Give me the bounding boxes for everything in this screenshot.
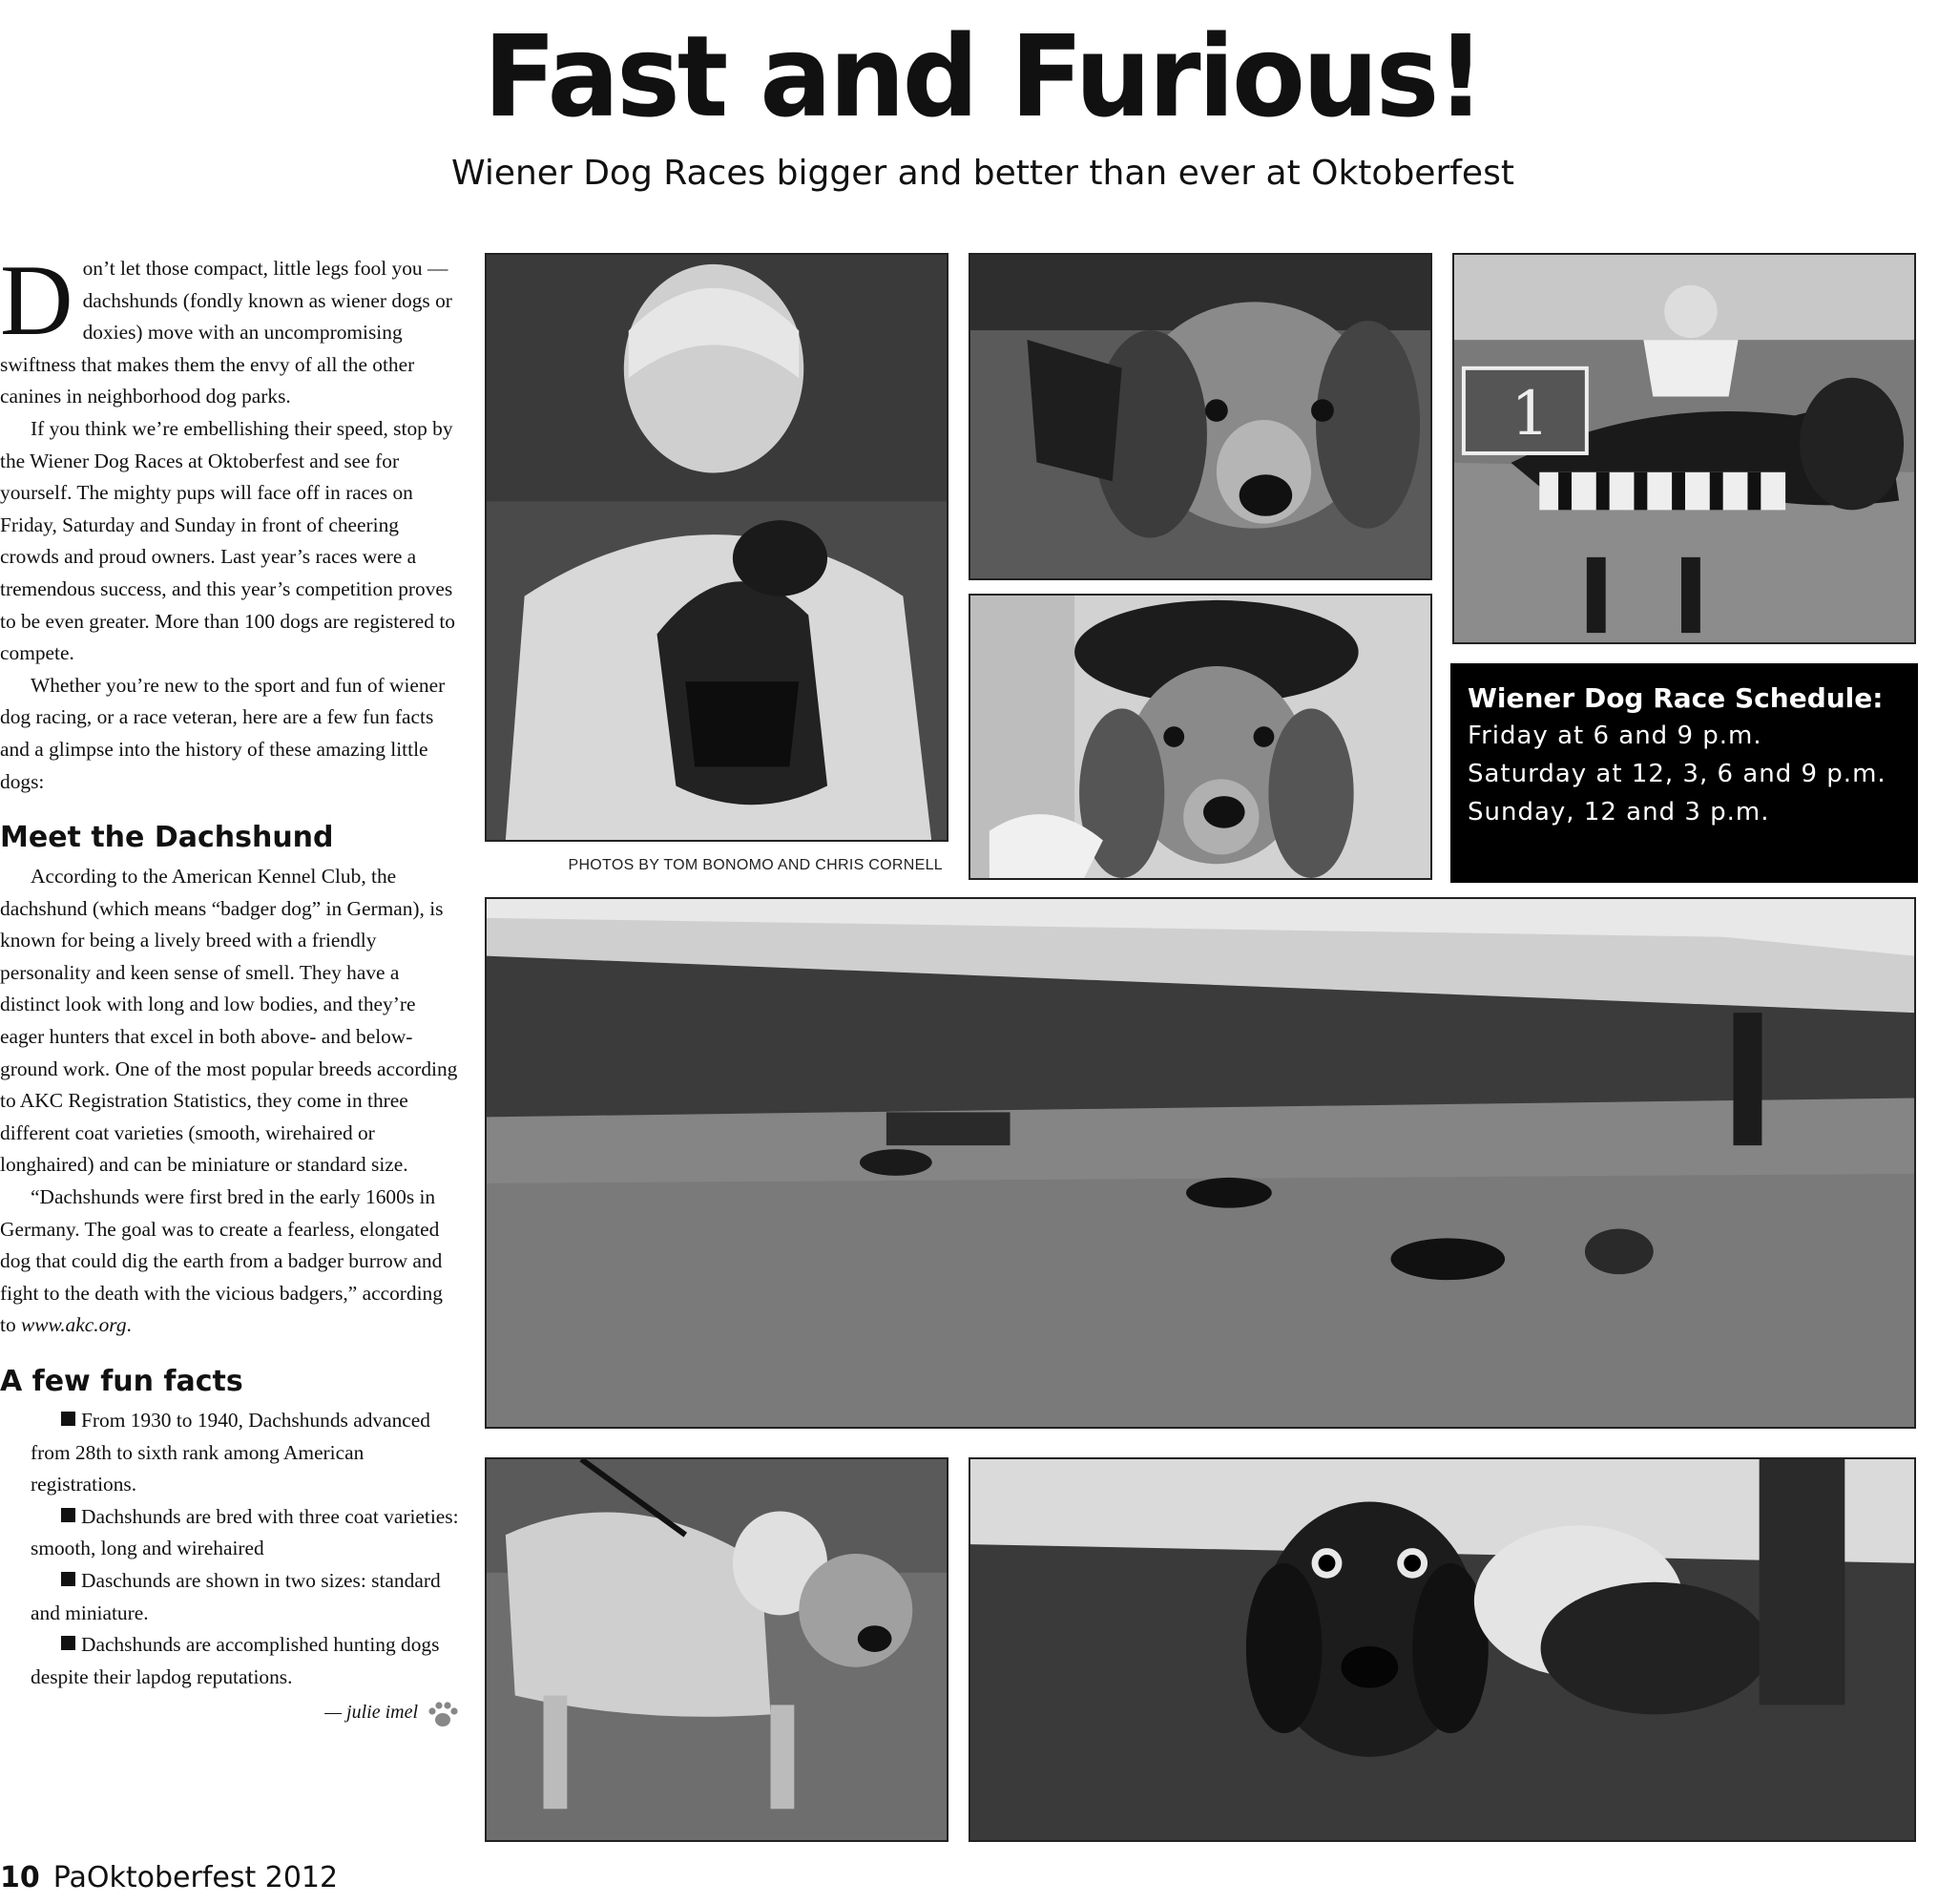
article-body [0,244,460,1729]
bullet-icon [61,1412,75,1426]
paw-print-icon [426,1700,460,1728]
photo-woman-holding-dachshund-image [487,255,947,840]
dachshund-text-end: . [126,1313,132,1337]
bullet-icon [61,1636,75,1650]
photo-dachshund-jockey [1452,253,1916,644]
photo-dachshund-grass [969,1457,1916,1842]
jockey-number: 1 [1511,378,1550,450]
photo-dachshund-costume-image [487,1459,947,1840]
publication-name: PaOktoberfest 2012 [52,1861,339,1894]
photo-longhaired-dachshund [969,253,1432,580]
section-heading-fun-facts: A few fun facts [0,1365,243,1398]
article-subtitle: Wiener Dog Races bigger and better than ever at Oktoberfest [451,154,1514,193]
article-title: Fast and Furious! [483,11,1483,143]
fact-text: Daschunds are shown in two sizes: standard and miniature. [31,1568,441,1624]
intro-paragraph-2: If you think we’re embellishing their speed, stop by the Wiener Dog Races at Oktoberfest and see for yourself. The mighty pups will face off in races on Friday, Saturday and Sunday in front of cheering crowds and proud owners. Last year’s races were a tremendous success, and this year’s competition proves to be even greater. More than 100 dogs are registered to compete. [0,416,455,665]
photo-woman-holding-dachshund [485,253,948,842]
schedule-line: Sunday, 12 and 3 p.m. [1468,798,1770,826]
byline [0,1697,460,1729]
bullet-icon [61,1572,75,1586]
dachshund-paragraph-2 [0,1182,460,1342]
photo-longhaired-dachshund-image [970,255,1430,578]
section-heading-dachshund: Meet the Dachshund [0,821,334,855]
drop-cap: D [0,244,73,356]
fact-item [0,1501,460,1565]
bullet-icon [61,1508,75,1522]
photo-race-field-image [487,899,1914,1427]
fact-item [0,1629,460,1693]
intro-paragraph-3: Whether you’re new to the sport and fun of wiener dog racing, or a race veteran, here are a few fun facts and a glimpse into the history of these amazing little dogs: [0,673,446,793]
photo-dachshund-hat [969,594,1432,880]
photo-dachshund-grass-image [970,1459,1914,1840]
fact-item [0,1405,460,1501]
photo-race-field [485,897,1916,1429]
race-schedule-box [1450,663,1918,883]
schedule-line: Friday at 6 and 9 p.m. [1468,722,1762,750]
fact-text: Dachshunds are bred with three coat varieties: smooth, long and wirehaired [31,1504,459,1560]
intro-paragraph-1 [0,244,460,413]
photo-dachshund-costume [485,1457,948,1842]
page-number: 10 [0,1861,40,1894]
fact-text: From 1930 to 1940, Dachshunds advanced from 28th to sixth rank among American registrations. [31,1409,430,1496]
schedule-line: Saturday at 12, 3, 6 and 9 p.m. [1468,760,1886,788]
schedule-heading: Wiener Dog Race Schedule: [1468,682,1884,714]
page-footer [0,1861,338,1894]
photo-dachshund-jockey-image [1454,255,1914,642]
dachshund-text-2: “Dachshunds were first bred in the early 1600s in Germany. The goal was to create a fearless, elongated dog that could dig the earth from a badger burrow and fight to the death with the vicious badgers,” according to [0,1185,443,1337]
fact-item [0,1565,460,1629]
dachshund-paragraph-1: According to the American Kennel Club, the dachshund (which means “badger dog” in German), is known for being a lively breed with a friendly personality and keen sense of smell. They have a distinct look with long and low bodies, and they’re eager hunters that excel in both above- and below-ground work. One of the most popular breeds according to AKC Registration Statistics, they come in three different coat varieties (smooth, wirehaired or longhaired) and can be miniature or standard size. [0,865,458,1177]
photo-credit: PHOTOS BY TOM BONOMO AND CHRIS CORNELL [568,857,943,873]
intro-text-1: on’t let those compact, little legs fool you — dachshunds (fondly known as wiener dogs or doxies) move with an uncompromising swiftness that makes them the envy of all the other canines in neighborhood dog parks. [0,257,452,408]
fact-text: Dachshunds are accomplished hunting dogs despite their lapdog reputations. [31,1633,440,1688]
photo-dachshund-hat-image [970,596,1430,878]
byline-text: — julie imel [324,1702,418,1724]
akc-link[interactable]: www.akc.org [21,1313,127,1337]
